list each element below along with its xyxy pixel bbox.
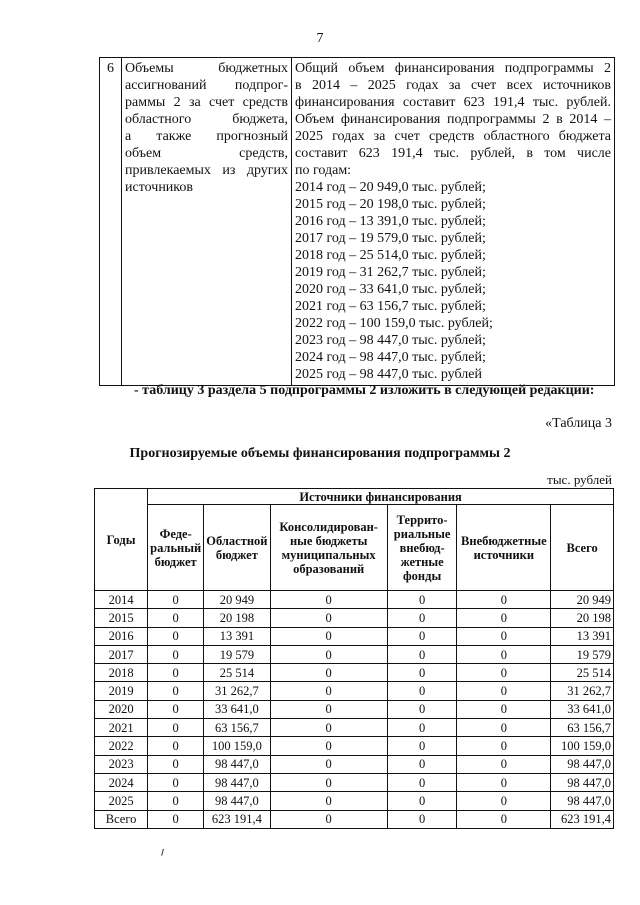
passport-right-cell — [292, 58, 615, 386]
value-cell: 98 447,0 — [551, 792, 614, 810]
year-cell: 2023 — [95, 755, 148, 773]
value-cell: 0 — [457, 773, 551, 791]
value-cell: 0 — [270, 773, 387, 791]
header-source-2: Консолидирован- ные бюджеты муниципальных образований — [270, 505, 387, 591]
passport-right-line: в 2014 – 2025 годах за счет всех источников — [295, 78, 611, 93]
passport-left-line: источников — [125, 180, 194, 195]
value-cell: 98 447,0 — [204, 792, 270, 810]
passport-left-line: раммы 2 за счет средств — [125, 95, 288, 110]
year-cell: 2015 — [95, 609, 148, 627]
table-row — [95, 773, 614, 791]
passport-left-line: Объемы бюджетных — [125, 61, 288, 76]
header-source-4: Внебюджетные источники — [457, 505, 551, 591]
value-cell: 0 — [148, 591, 204, 609]
table-row — [95, 719, 614, 737]
value-cell: 0 — [387, 737, 457, 755]
value-cell: 0 — [270, 627, 387, 645]
value-cell: 0 — [457, 627, 551, 645]
table-row — [95, 645, 614, 663]
value-cell: 0 — [387, 627, 457, 645]
table-row — [95, 609, 614, 627]
header-source-5: Всего — [551, 505, 614, 591]
passport-right-line: 2017 год – 19 579,0 тыс. рублей; — [295, 231, 486, 246]
value-cell: 100 159,0 — [551, 737, 614, 755]
table-row — [95, 700, 614, 718]
value-cell: 98 447,0 — [551, 773, 614, 791]
value-cell: 0 — [387, 810, 457, 828]
value-cell: 19 579 — [551, 645, 614, 663]
value-cell: 0 — [148, 682, 204, 700]
passport-left-line: а также прогнозный — [125, 129, 288, 144]
passport-right-line: Общий объем финансирования подпрограммы 2 — [295, 61, 611, 76]
year-cell: 2025 — [95, 792, 148, 810]
table-row — [95, 682, 614, 700]
value-cell: 0 — [387, 645, 457, 663]
value-cell: 0 — [148, 645, 204, 663]
value-cell: 623 191,4 — [551, 810, 614, 828]
passport-right-line: 2023 год – 98 447,0 тыс. рублей; — [295, 333, 486, 348]
year-cell: 2021 — [95, 719, 148, 737]
table-row — [95, 664, 614, 682]
header-sources-group: Источники финансирования — [148, 489, 614, 505]
passport-left-cell — [122, 58, 292, 386]
row-number: 6 — [100, 58, 122, 386]
table-row — [95, 810, 614, 828]
passport-right-line: 2018 год – 25 514,0 тыс. рублей; — [295, 248, 486, 263]
header-years: Годы — [95, 489, 148, 591]
table-row — [95, 737, 614, 755]
year-cell: 2019 — [95, 682, 148, 700]
year-cell: 2024 — [95, 773, 148, 791]
passport-right-line: Объем финансирования подпрограммы 2 в 2014 – — [295, 112, 611, 127]
value-cell: 0 — [270, 700, 387, 718]
passport-right-line: 2021 год – 63 156,7 тыс. рублей; — [295, 299, 486, 314]
value-cell: 0 — [457, 755, 551, 773]
value-cell: 0 — [387, 719, 457, 737]
value-cell: 0 — [148, 737, 204, 755]
value-cell: 0 — [148, 719, 204, 737]
value-cell: 0 — [270, 591, 387, 609]
value-cell: 0 — [270, 664, 387, 682]
table-row — [95, 755, 614, 773]
passport-table — [99, 57, 615, 386]
table-title: Прогнозируемые объемы финансирования подпрограммы 2 — [129, 446, 511, 461]
value-cell: 98 447,0 — [204, 755, 270, 773]
value-cell: 0 — [270, 719, 387, 737]
value-cell: 0 — [148, 700, 204, 718]
page-number: 7 — [316, 31, 324, 46]
value-cell: 98 447,0 — [204, 773, 270, 791]
passport-left-line: областного бюджета, — [125, 112, 288, 127]
year-cell: 2017 — [95, 645, 148, 663]
header-source-3: Террито- риальные внебюд- жетные фонды — [387, 505, 457, 591]
units-label: тыс. рублей — [547, 472, 612, 487]
value-cell: 98 447,0 — [551, 755, 614, 773]
value-cell: 0 — [457, 682, 551, 700]
value-cell: 0 — [148, 810, 204, 828]
value-cell: 623 191,4 — [204, 810, 270, 828]
passport-left-line: привлекаемых из других — [125, 163, 288, 178]
value-cell: 0 — [457, 591, 551, 609]
value-cell: 0 — [148, 792, 204, 810]
table-row — [95, 792, 614, 810]
value-cell: 100 159,0 — [204, 737, 270, 755]
passport-right-line: по годам: — [295, 163, 352, 178]
value-cell: 0 — [387, 591, 457, 609]
passport-right-line: 2025 годах за счет средств областного бюджета — [295, 129, 611, 144]
value-cell: 0 — [457, 792, 551, 810]
header-source-1: Областной бюджет — [204, 505, 270, 591]
value-cell: 0 — [457, 609, 551, 627]
value-cell: 13 391 — [204, 627, 270, 645]
passport-right-line: 2025 год – 98 447,0 тыс. рублей — [295, 367, 482, 382]
value-cell: 0 — [270, 645, 387, 663]
value-cell: 0 — [270, 682, 387, 700]
value-cell: 0 — [387, 773, 457, 791]
passport-right-line: составит 623 191,4 тыс. рублей, в том числе — [295, 146, 611, 161]
year-cell: 2020 — [95, 700, 148, 718]
passport-right-line: 2016 год – 13 391,0 тыс. рублей; — [295, 214, 486, 229]
header-source-0: Феде- ральный бюджет — [148, 505, 204, 591]
value-cell: 20 949 — [204, 591, 270, 609]
year-cell: 2018 — [95, 664, 148, 682]
value-cell: 0 — [148, 609, 204, 627]
year-cell: Всего — [95, 810, 148, 828]
stray-pen-mark — [161, 849, 166, 857]
year-cell: 2016 — [95, 627, 148, 645]
value-cell: 31 262,7 — [551, 682, 614, 700]
passport-left-line: ассигнований подпрог- — [125, 78, 288, 93]
year-cell: 2022 — [95, 737, 148, 755]
instruction-text: - таблицу 3 раздела 5 подпрограммы 2 изложить в следующей редакции: — [134, 383, 595, 398]
value-cell: 25 514 — [204, 664, 270, 682]
value-cell: 0 — [270, 792, 387, 810]
value-cell: 63 156,7 — [551, 719, 614, 737]
value-cell: 0 — [387, 792, 457, 810]
passport-right-line: 2024 год – 98 447,0 тыс. рублей; — [295, 350, 486, 365]
value-cell: 63 156,7 — [204, 719, 270, 737]
passport-left-line: объем средств, — [125, 146, 288, 161]
value-cell: 0 — [387, 682, 457, 700]
value-cell: 13 391 — [551, 627, 614, 645]
value-cell: 0 — [387, 664, 457, 682]
table-row — [95, 627, 614, 645]
passport-right-line: финансирования составит 623 191,4 тыс. рублей. — [295, 95, 611, 110]
value-cell: 0 — [148, 627, 204, 645]
value-cell: 0 — [270, 755, 387, 773]
value-cell: 20 949 — [551, 591, 614, 609]
passport-right-line: 2014 год – 20 949,0 тыс. рублей; — [295, 180, 486, 195]
passport-row — [100, 58, 615, 386]
value-cell: 0 — [457, 737, 551, 755]
finance-table — [94, 488, 614, 829]
value-cell: 0 — [148, 755, 204, 773]
passport-right-line: 2022 год – 100 159,0 тыс. рублей; — [295, 316, 493, 331]
value-cell: 19 579 — [204, 645, 270, 663]
value-cell: 0 — [270, 737, 387, 755]
value-cell: 0 — [457, 645, 551, 663]
table-reference: «Таблица 3 — [545, 416, 612, 431]
value-cell: 33 641,0 — [551, 700, 614, 718]
passport-right-line: 2015 год – 20 198,0 тыс. рублей; — [295, 197, 486, 212]
value-cell: 33 641,0 — [204, 700, 270, 718]
value-cell: 0 — [457, 700, 551, 718]
value-cell: 31 262,7 — [204, 682, 270, 700]
table-row — [95, 591, 614, 609]
value-cell: 0 — [148, 773, 204, 791]
value-cell: 0 — [270, 609, 387, 627]
passport-right-line: 2019 год – 31 262,7 тыс. рублей; — [295, 265, 486, 280]
value-cell: 0 — [457, 719, 551, 737]
value-cell: 25 514 — [551, 664, 614, 682]
value-cell: 0 — [270, 810, 387, 828]
year-cell: 2014 — [95, 591, 148, 609]
value-cell: 20 198 — [204, 609, 270, 627]
value-cell: 20 198 — [551, 609, 614, 627]
value-cell: 0 — [148, 664, 204, 682]
value-cell: 0 — [457, 664, 551, 682]
value-cell: 0 — [387, 755, 457, 773]
passport-right-line: 2020 год – 33 641,0 тыс. рублей; — [295, 282, 486, 297]
value-cell: 0 — [457, 810, 551, 828]
value-cell: 0 — [387, 609, 457, 627]
value-cell: 0 — [387, 700, 457, 718]
